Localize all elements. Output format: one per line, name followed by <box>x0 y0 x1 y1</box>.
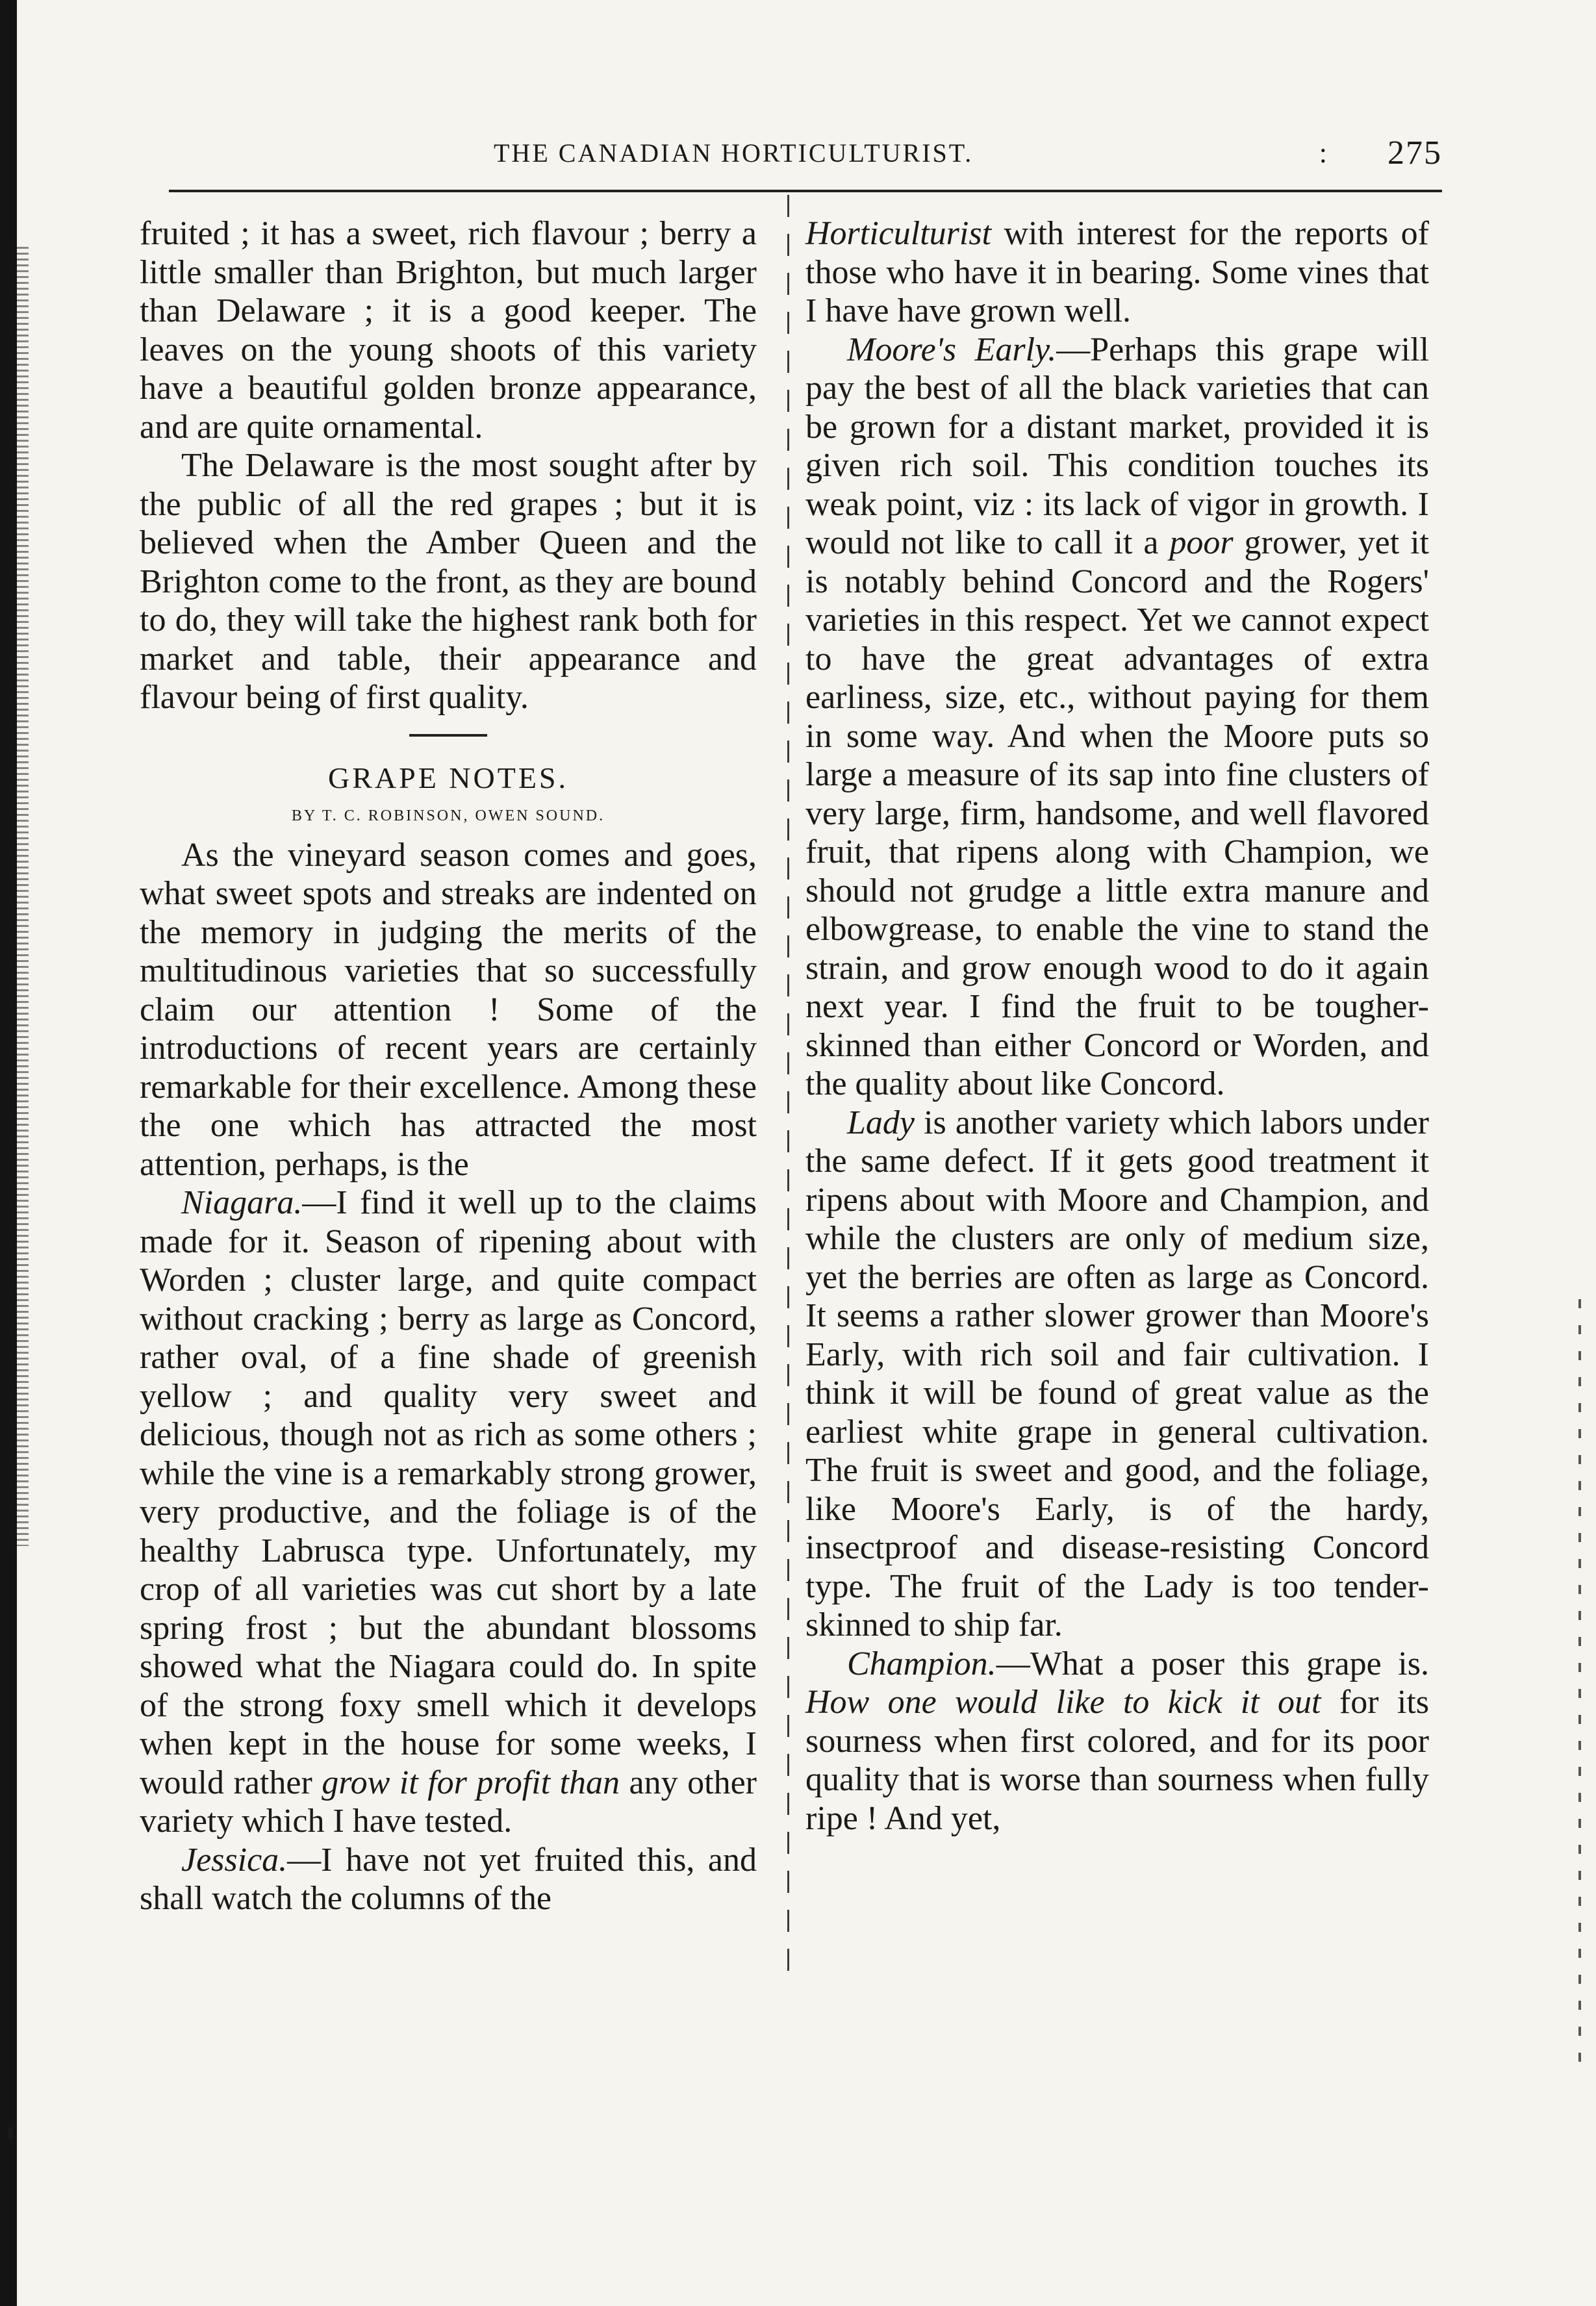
paragraph-text: —I have not yet fruited this, and shall watch the columns of the <box>140 1841 757 1917</box>
stray-mark <box>8 2127 13 2139</box>
paragraph-niagara <box>140 1184 757 1841</box>
paragraph-text: —What a poser this grape is. <box>996 1645 1429 1682</box>
emphasis-text: poor <box>1169 524 1234 561</box>
paragraph-jessica <box>140 1841 757 1918</box>
paragraph-text: grower, yet it is notably behind Concord and the Rogers' varieties in this respect. Yet we cannot expect to have the great advantages of extra earliness, size, etc., without paying for them in some way. And when the Moore puts so large a measure of its sap into fine clusters of very large, firm, handsome, and well flavored fruit, that ripens along with Champion, we should not grudge a little extra manure and elbowgrease, to enable the vine to stand the strain, and grow enough wood to do it again next year. I find the fruit to be tougher-skinned than either Concord or Worden, and the quality about like Concord. <box>805 524 1430 1102</box>
paragraph-text: —Perhaps this grape will pay the best of all the black varieties that can be grown for a distant market, provided it is given rich soil. This condition touches its weak point, viz : its lack of vigor in growth. I would not like to call it a <box>805 331 1430 561</box>
variety-name: Moore's Early. <box>847 331 1057 368</box>
paragraph-text: any other variety which I have tested. <box>140 1764 757 1840</box>
section-divider <box>409 734 487 737</box>
paragraph <box>805 214 1429 331</box>
variety-name: Jessica. <box>181 1841 288 1879</box>
paragraph-text: for its sourness when first colored, and for its poor quality that is worse than sourness when fully ripe ! And yet, <box>805 1684 1430 1837</box>
paragraph-lady <box>805 1104 1429 1645</box>
left-column <box>140 214 757 1918</box>
emphasis-text: How one would like to kick it out <box>805 1684 1321 1721</box>
running-title: THE CANADIAN HORTICULTURIST. <box>494 138 974 168</box>
right-column <box>805 214 1429 1838</box>
publication-title: Horticulturist <box>805 215 992 252</box>
column-divider <box>787 195 789 1975</box>
section-title: GRAPE NOTES. <box>327 761 569 794</box>
paragraph-moores-early <box>805 331 1429 1104</box>
paragraph: fruited ; it has a sweet, rich flavour ; berry a little smaller than Brighton, but much larger than Delaware ; it is a good keeper. The leaves on the young shoots of this variety have a beautiful golden bronze appearance, and are quite ornamental. <box>140 215 757 446</box>
variety-name: Niagara. <box>181 1184 303 1221</box>
paragraph: The Delaware is the most sought after by the public of all the red grapes ; but it is believed when the Amber Queen and the Brighton come to the front, as they are bound to do, they will take the highest rank both for market and table, their appearance and flavour being of first quality. <box>140 447 757 716</box>
header-rule <box>169 190 1442 192</box>
binding-shadow <box>0 0 17 2306</box>
header-separator: : <box>1319 136 1329 169</box>
variety-name: Champion. <box>847 1645 996 1682</box>
running-head <box>494 130 1442 175</box>
byline: BY T. C. ROBINSON, OWEN SOUND. <box>291 807 605 824</box>
paragraph-text: —I find it well up to the claims made for it. Season of ripening about with Worden ; cluster large, and quite compact without cracking ; berry as large as Concord, rather oval, of a fine shade of greenish yellow ; and quality very sweet and delicious, though not as rich as some others ; while the vine is a remarkably strong grower, very productive, and the foliage is of the healthy Labrusca type. Unfortunately, my crop of all varieties was cut short by a late spring frost ; but the abundant blossoms showed what the Niagara could do. In spite of the strong foxy smell which it develops when kept in the house for some weeks, I would rather <box>140 1184 757 1801</box>
margin-mark <box>1578 1299 1581 2079</box>
page-number: 275 <box>1387 134 1442 171</box>
binding-noise <box>17 247 29 1546</box>
paragraph-text: is another variety which labors under the same defect. If it gets good treatment it ripens about with Moore and Champion, and while the clusters are only of medium size, yet the berries are often as large as Concord. It seems a rather slower grower than Moore's Early, with rich soil and fair cultivation. I think it will be found of great value as the earliest white grape in general cultivation. The fruit is sweet and good, and the foliage, like Moore's Early, is of the hardy, insectproof and disease-resisting Concord type. The fruit of the Lady is too tender-skinned to ship far. <box>805 1104 1429 1643</box>
variety-name: Lady <box>847 1104 915 1141</box>
paragraph: As the vineyard season comes and goes, what sweet spots and streaks are indented on the memory in judging the merits of the multitudinous varieties that so successfully claim our attention ! Some of the introductions of recent years are certainly remarkable for their excellence. Among these the one which has attracted the most attention, perhaps, is the <box>140 836 757 1183</box>
paragraph-text: with interest for the reports of those who have it in bearing. Some vines that I have have grown well. <box>805 215 1429 329</box>
emphasis-text: grow it for profit than <box>322 1764 620 1801</box>
paragraph-champion <box>805 1645 1429 1838</box>
